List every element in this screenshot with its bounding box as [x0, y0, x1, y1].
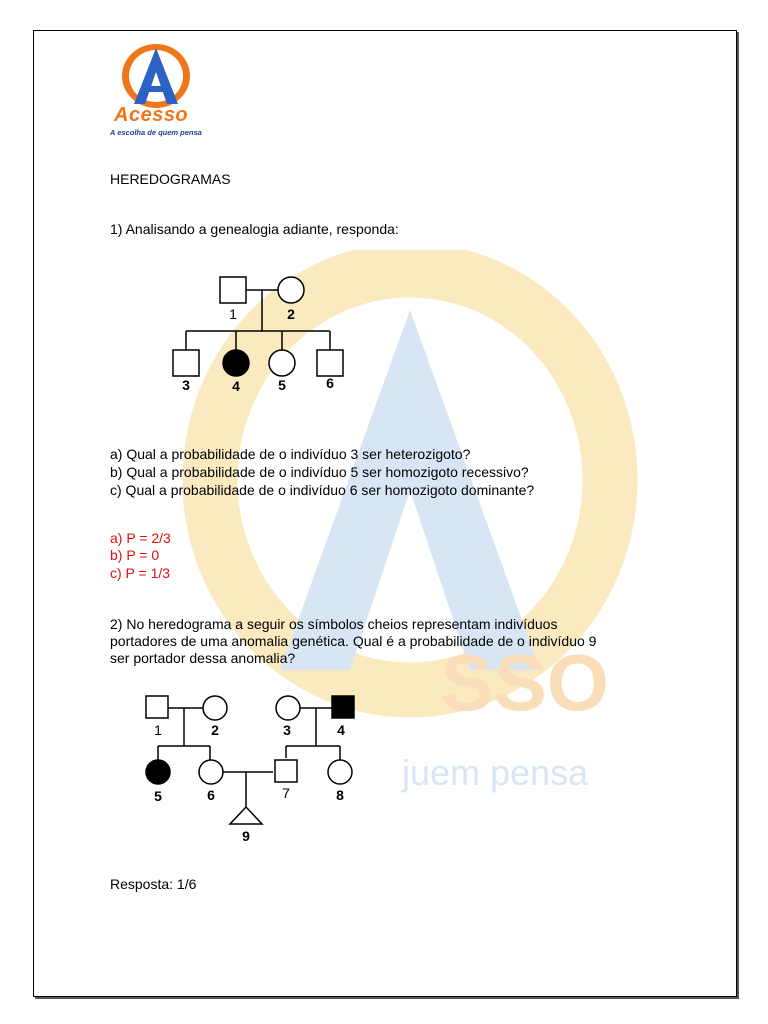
label-5: 5: [278, 377, 286, 393]
label-2: 2: [211, 722, 219, 738]
answer-1b: b) P = 0: [110, 547, 160, 563]
question-1a: a) Qual a probabilidade de o indivíduo 3 ser heterozigoto?: [110, 446, 471, 462]
label-4: 4: [337, 722, 345, 738]
label-6: 6: [207, 787, 215, 803]
answer-1a: a) P = 2/3: [110, 530, 171, 546]
individual-8-female: [328, 760, 352, 784]
answer-2: Resposta: 1/6: [110, 876, 197, 892]
question-2-line-2: portadores de uma anomalia genética. Qual é a probabilidade de o indivíduo 9: [110, 633, 597, 649]
label-1: 1: [229, 306, 237, 322]
pedigree-1: [170, 272, 360, 397]
question-2-line-3: ser portador dessa anomalia?: [110, 650, 296, 666]
individual-2-female: [203, 696, 227, 720]
individual-1-male: [146, 696, 168, 718]
label-8: 8: [336, 787, 344, 803]
question-1-prompt: 1) Analisando a genealogia adiante, responda:: [110, 221, 399, 237]
answer-1c: c) P = 1/3: [110, 565, 171, 581]
pedigree-2: [140, 690, 370, 845]
label-5: 5: [154, 788, 162, 804]
label-2: 2: [287, 306, 295, 322]
individual-1-male: [220, 277, 246, 303]
individual-3-female: [276, 696, 300, 720]
individual-6-male: [317, 350, 343, 376]
individual-4-female-affected: [223, 350, 249, 376]
individual-5-female: [269, 350, 295, 376]
watermark-text-2: juem pensa: [402, 752, 589, 793]
individual-6-female: [199, 760, 223, 784]
label-1: 1: [154, 722, 162, 738]
logo-tagline: A escolha de quem pensa: [110, 128, 202, 137]
question-1b: b) Qual a probabilidade de o indivíduo 5 ser homozigoto recessivo?: [110, 464, 529, 480]
individual-7-male: [275, 760, 297, 782]
individual-4-male-affected: [332, 696, 354, 718]
individual-2-female: [278, 277, 304, 303]
label-9: 9: [242, 828, 250, 844]
individual-9-unknown-sex: [230, 807, 262, 824]
logo-name: Acesso: [114, 104, 189, 126]
label-4: 4: [232, 378, 240, 394]
watermark-text-1: SSO: [440, 638, 609, 727]
label-7: 7: [282, 785, 290, 801]
individual-5-female-affected: [146, 760, 170, 784]
label-3: 3: [182, 377, 190, 393]
page-title: HEREDOGRAMAS: [110, 171, 231, 187]
individual-3-male: [173, 350, 199, 376]
question-1c: c) Qual a probabilidade de o indivíduo 6 ser homozigoto dominante?: [110, 482, 535, 498]
label-6: 6: [326, 375, 334, 391]
question-2-line-1: 2) No heredograma a seguir os símbolos cheios representam indivíduos: [110, 616, 558, 632]
label-3: 3: [283, 722, 291, 738]
